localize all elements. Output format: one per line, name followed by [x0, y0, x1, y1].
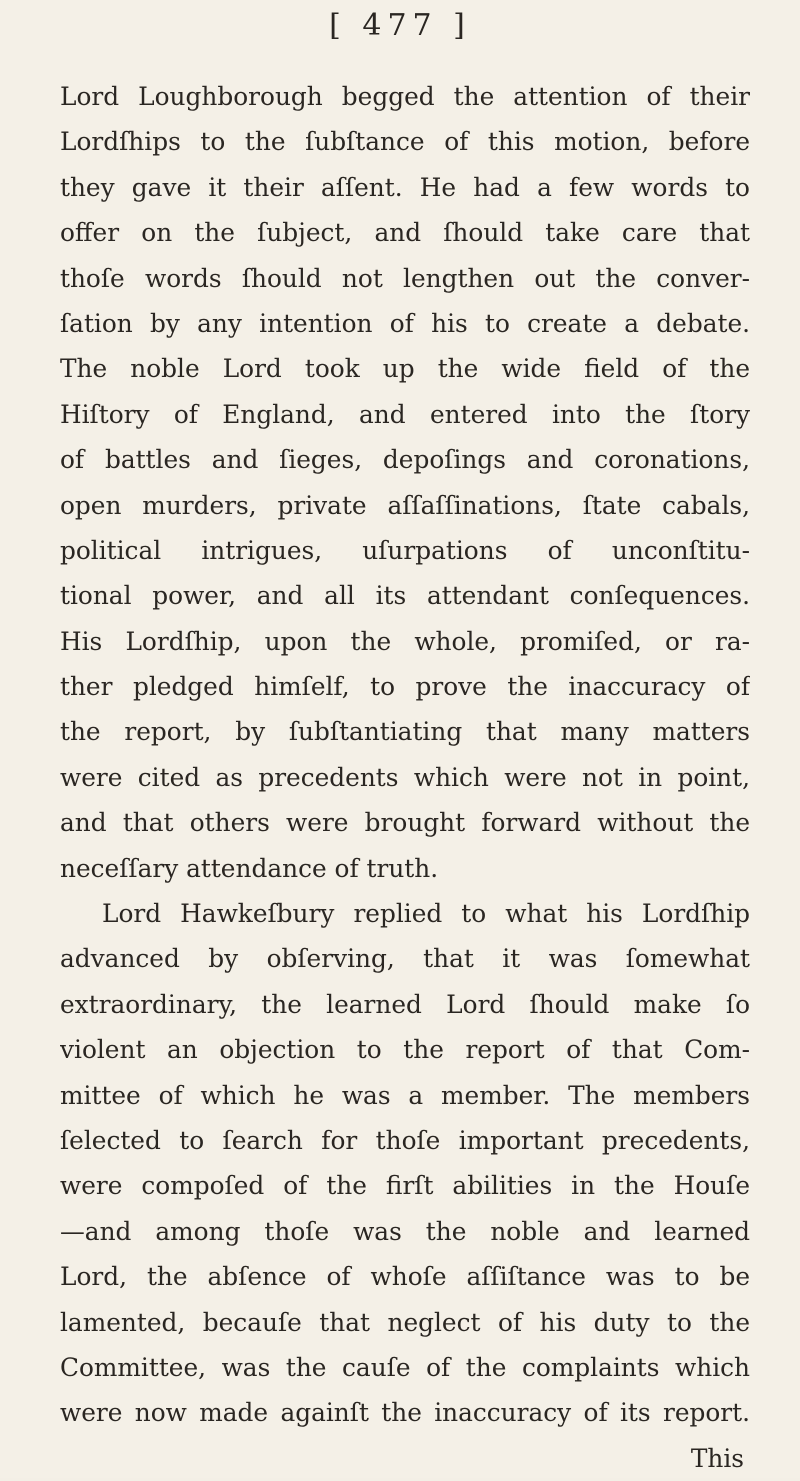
text-line: Committee, was the cauſe of the complaints which	[60, 1352, 750, 1382]
text-line: mittee of which he was a member. The members	[60, 1080, 750, 1110]
catchword: This	[690, 1443, 744, 1473]
text-line: lamented, becauſe that neglect of his duty to the	[60, 1307, 750, 1337]
text-line: The noble Lord took up the wide field of the	[60, 354, 750, 384]
page-number: [ 477 ]	[329, 8, 471, 43]
body-text	[60, 74, 750, 1481]
text-line: Lord, the abſence of whoſe aſſiſtance was to be	[60, 1262, 750, 1292]
text-line: advanced by obſerving, that it was ſomewhat	[60, 944, 750, 974]
catchword-line	[60, 1436, 750, 1481]
text-line: offer on the ſubject, and ſhould take care that	[60, 218, 750, 248]
text-line: ſation by any intention of his to create a debate.	[60, 308, 750, 338]
text-line: open murders, private aſſaſſinations, ſtate cabals,	[60, 490, 750, 520]
text-line: thoſe words ſhould not lengthen out the conver-	[60, 263, 750, 293]
text-line: —and among thoſe was the noble and learned	[60, 1216, 750, 1246]
text-line: ſelected to ſearch for thoſe important precedents,	[60, 1125, 750, 1155]
text-line: were now made againſt the inaccuracy of its report.	[60, 1398, 750, 1428]
text-line: were cited as precedents which were not in point,	[60, 762, 750, 792]
text-line: neceſſary attendance of truth.	[60, 853, 439, 883]
text-line: were compoſed of the firſt abilities in the Houſe	[60, 1171, 750, 1201]
text-line: His Lordſhip, upon the whole, promiſed, or ra-	[60, 626, 750, 656]
text-line: the report, by ſubſtantiating that many matters	[60, 717, 750, 747]
text-line: of battles and ſieges, depoſings and coronations,	[60, 445, 750, 475]
text-line: Lord Loughborough begged the attention of their	[60, 82, 750, 111]
text-line: and that others were brought forward without the	[60, 808, 750, 838]
text-line: violent an objection to the report of that Com-	[60, 1035, 750, 1065]
text-line: Hiſtory of England, and entered into the ſtory	[60, 399, 750, 429]
text-line: extraordinary, the learned Lord ſhould make ſo	[60, 989, 750, 1019]
text-line: political intrigues, uſurpations of unconſtitu-	[60, 535, 750, 565]
text-line: Lord Hawkeſbury replied to what his Lordſhip	[102, 899, 750, 929]
text-line: they gave it their aſſent. He had a few words to	[60, 172, 750, 202]
text-line: ther pledged himſelf, to prove the inaccuracy of	[60, 672, 750, 702]
text-line: tional power, and all its attendant conſequences.	[60, 581, 750, 611]
text-line: Lordſhips to the ſubſtance of this motion, before	[60, 127, 750, 157]
